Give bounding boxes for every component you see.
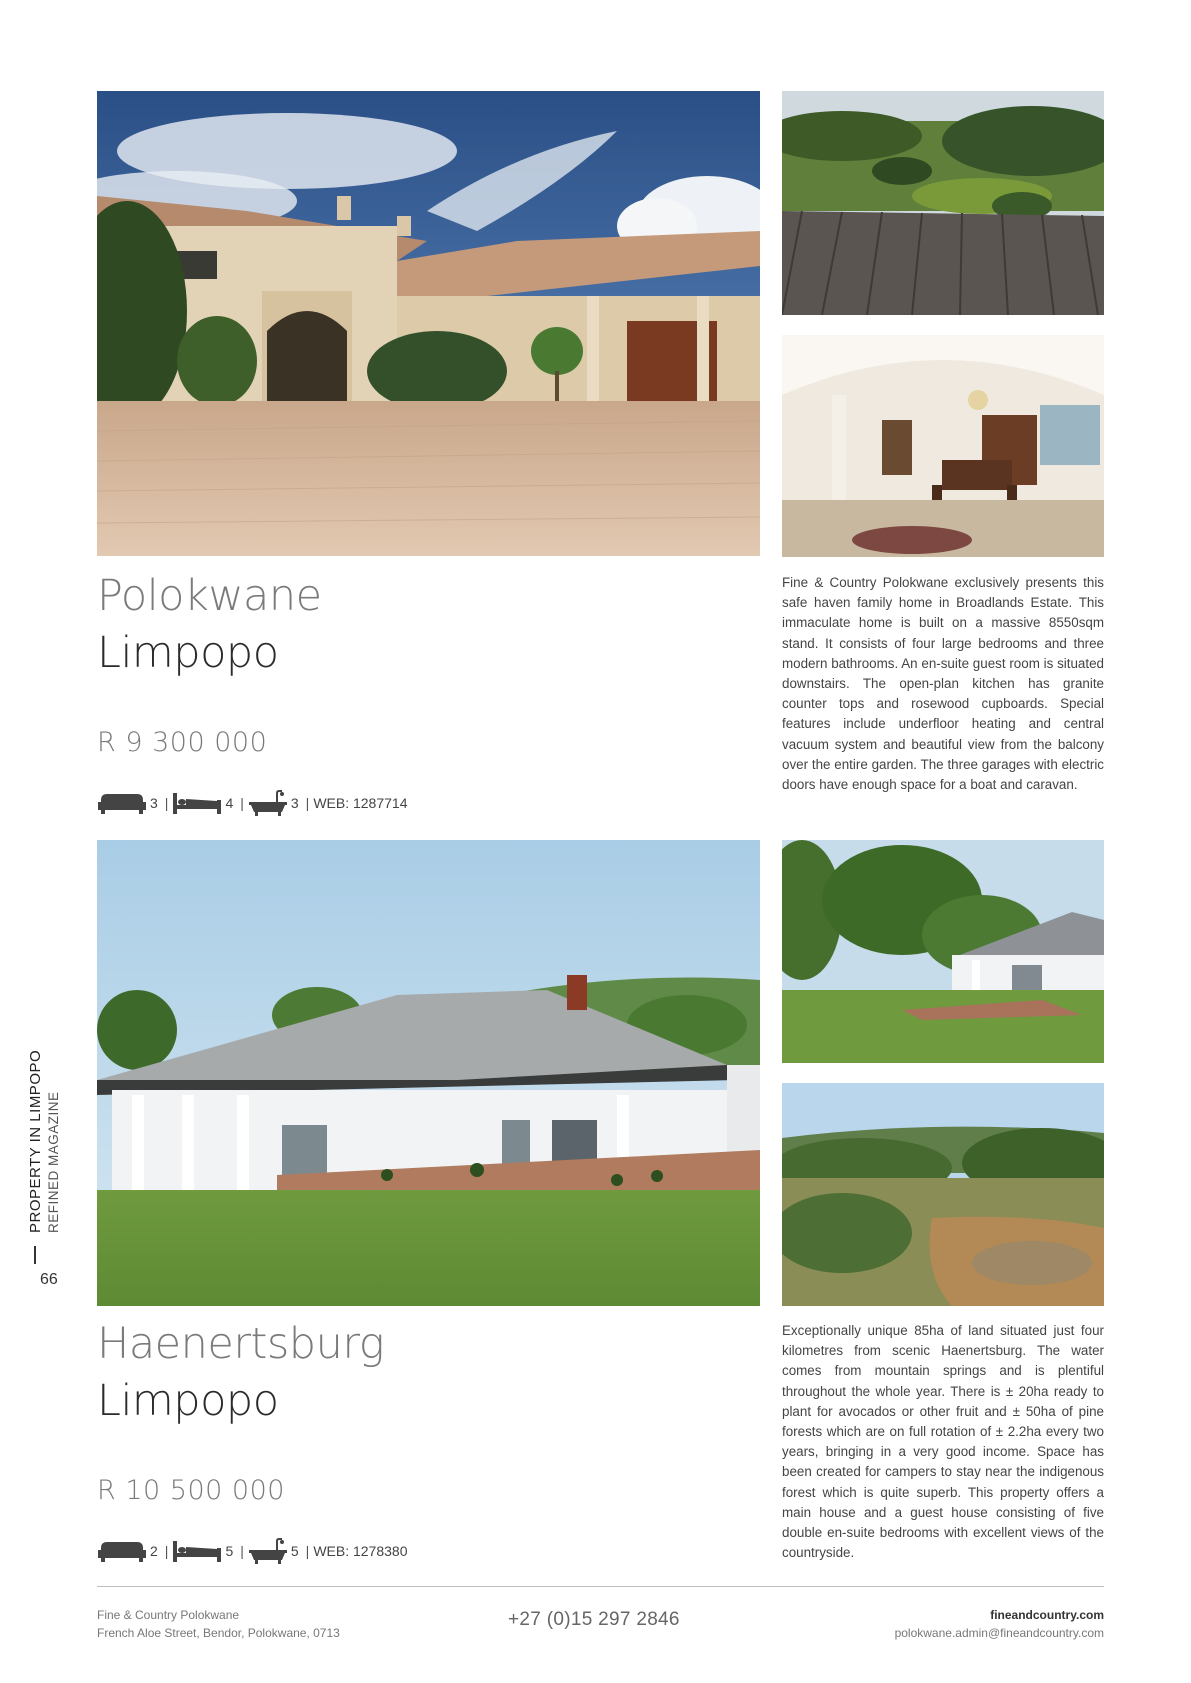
bed-icon bbox=[172, 792, 222, 814]
listing-2-region: Limpopo bbox=[97, 1376, 279, 1426]
footer-office-name: Fine & Country Polokwane bbox=[97, 1608, 240, 1622]
sofa-icon bbox=[97, 1540, 147, 1562]
listing-1-town: Polokwane bbox=[97, 571, 322, 621]
listing-2-receptions: 2 bbox=[150, 1543, 158, 1559]
listing-1-dining-room-photo bbox=[782, 335, 1104, 557]
listing-1-bathrooms: 3 bbox=[290, 795, 299, 811]
footer-office bbox=[97, 1606, 340, 1642]
divider: | bbox=[240, 795, 244, 811]
page-number: 66 bbox=[40, 1271, 58, 1288]
listing-1-specs bbox=[97, 790, 407, 816]
listing-1-web-reference: WEB: 1287714 bbox=[313, 795, 408, 811]
footer-website-link[interactable]: fineandcountry.com bbox=[990, 1608, 1104, 1622]
listing-2-specs bbox=[97, 1538, 407, 1564]
footer-email-link[interactable]: polokwane.admin@fineandcountry.com bbox=[894, 1626, 1104, 1640]
bath-icon bbox=[248, 790, 288, 816]
listing-2-price: R 10 500 000 bbox=[97, 1475, 285, 1506]
divider: | bbox=[164, 1543, 169, 1559]
listing-1-region: Limpopo bbox=[97, 628, 279, 678]
footer-contact bbox=[895, 1606, 1104, 1642]
sidebar-magazine-title: PROPERTY IN LIMPOPO bbox=[27, 1049, 44, 1233]
listing-2-town: Haenertsburg bbox=[97, 1319, 385, 1369]
listing-2-description: Exceptionally unique 85ha of land situated just four kilometres from scenic Haenertsburg. The water comes from mountain springs and is plentiful throughout the whole year. There is ± 20ha ready to plant for avocados or other fruit and ± 50ha of pine forests which are on full rotation of ± 2.2ha every two years, bringing in a very good income. Space has been created for campers to stay near the indigenous forest which is quite superb. This property offers a main house and a guest house consisting of five double en-suite bedrooms with excellent views of the countryside. bbox=[782, 1323, 1104, 1561]
listing-1-main-photo bbox=[97, 91, 760, 556]
sidebar-divider bbox=[34, 1246, 36, 1264]
bath-icon bbox=[248, 1538, 288, 1564]
listing-2-bedrooms: 5 bbox=[225, 1543, 234, 1559]
listing-2-web-reference: WEB: 1278380 bbox=[313, 1543, 408, 1559]
sidebar-magazine-subtitle: REFINED MAGAZINE bbox=[46, 1091, 61, 1233]
listing-1-receptions: 3 bbox=[150, 795, 158, 811]
listing-1-garden-deck-photo bbox=[782, 91, 1104, 315]
footer-address: French Aloe Street, Bendor, Polokwane, 0713 bbox=[97, 1626, 340, 1640]
listing-2-lodge-photo bbox=[782, 840, 1104, 1063]
listing-1-price: R 9 300 000 bbox=[97, 727, 268, 758]
sofa-icon bbox=[97, 792, 147, 814]
footer-divider bbox=[97, 1586, 1104, 1587]
divider: | bbox=[164, 795, 169, 811]
divider: | bbox=[305, 1543, 310, 1559]
divider: | bbox=[240, 1543, 244, 1559]
bed-icon bbox=[172, 1540, 222, 1562]
listing-2-dam-photo bbox=[782, 1083, 1104, 1306]
listing-2-main-photo bbox=[97, 840, 760, 1306]
footer-phone[interactable]: +27 (0)15 297 2846 bbox=[508, 1609, 680, 1630]
listing-1-description: Fine & Country Polokwane exclusively presents this safe haven family home in Broadlands Estate. This immaculate home is built on a massive 8550sqm stand. It consists of four large bedrooms and three modern bathrooms. An en-suite guest room is situated downstairs. The open-plan kitchen has granite counter tops and rosewood cupboards. Special features include underfloor heating and central vacuum system and beautiful view from the balcony over the entire garden. The three garages with electric doors have enough space for a boat and caravan. bbox=[782, 575, 1104, 793]
listing-2-bathrooms: 5 bbox=[290, 1543, 299, 1559]
divider: | bbox=[305, 795, 310, 811]
listing-1-bedrooms: 4 bbox=[225, 795, 234, 811]
